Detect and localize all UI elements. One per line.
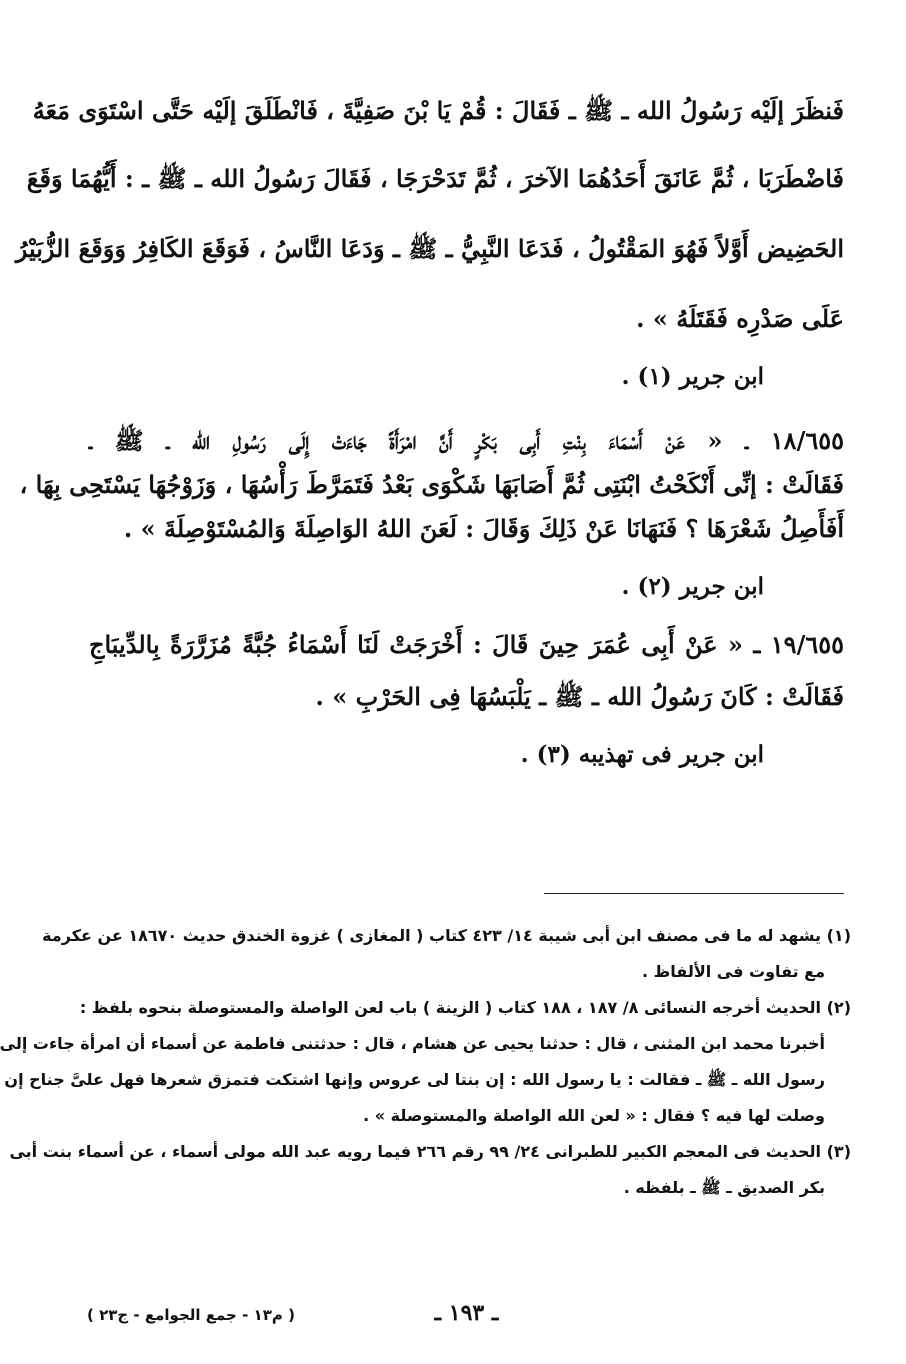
footnote-line: (٣) الحديث فى المعجم الكبير للطبرانى ٢٤/ ٩٩ رقم ٢٦٦ فيما رويه عبد الله مولى أسماء ، عن أسماء بنت أبى	[9, 1142, 851, 1161]
hadith-655-18-line: ١٨/٦٥٥ ـ « عَنْ أَسْمَاءَ بِنْتِ أَبِى بَكْرٍ أَنَّ امْرَأَةً جَاءَتْ إِلَى رَسُولِ الله ـ ﷺ ـ	[89, 426, 844, 455]
footnote-line: (٢) الحديث أخرجه النسائى ٨/ ١٨٧ ، ١٨٨ كتاب ( الزينة ) باب لعن الواصلة والمستوصلة بنحوه بلفظ :	[79, 998, 851, 1017]
text-line: الحَضِيض أَوَّلاً فَهُوَ المَقْتُولُ ، فَدَعَا النَّبِيُّ ـ ﷺ ـ وَدَعَا النَّاسُ ، فَوَقَعَ الكَافِرُ وَوَقَعَ الزُّبَيْرُ	[15, 234, 844, 263]
footnote-line: رسول الله ـ ﷺ ـ فقالت : يا رسول الله : إن بنتا لى عروس وإنها اشتكت فتمزق شعرها فهل علىَّ جناح إن	[4, 1070, 825, 1089]
source-citation-1: ابن جرير (١) .	[621, 363, 764, 390]
hadith-655-19-line: فَقَالَتْ : كَانَ رَسُولُ الله ـ ﷺ ـ يَلْبَسُهَا فِى الحَرْبِ » .	[315, 682, 844, 711]
text-line: عَلَى صَدْرِه فَقَتَلَهُ » .	[636, 304, 844, 333]
footnote-line: وصلت لها فيه ؟ فقال : « لعن الله الواصلة والمستوصلة » .	[363, 1106, 825, 1125]
footnote-line: مع تفاوت فى الألفاظ .	[642, 962, 825, 981]
footnote-line: بكر الصديق ـ ﷺ ـ بلفظه .	[623, 1178, 825, 1197]
hadith-655-19-line: ١٩/٦٥٥ ـ « عَنْ أَبِى عُمَرَ حِينَ قَالَ : أَخْرَجَتْ لَنَا أَسْمَاءُ جُبَّةً مُزَرَّرَةً بِالدِّيبَاجِ	[89, 630, 844, 659]
source-citation-3: ابن جرير فى تهذيبه (٣) .	[520, 741, 764, 768]
main-text	[15, 96, 844, 770]
footnote-line: (١) يشهد له ما فى مصنف ابن أبى شيبة ١٤/ ٤٢٣ كتاب ( المغازى ) غزوة الخندق حديث ١٨٦٧٠ عن عكرمة	[42, 926, 851, 945]
source-citation-2: ابن جرير (٢) .	[621, 573, 764, 600]
text-line: فَاضْطَرَبَا ، ثُمَّ عَانَقَ أَحَدُهُمَا الآخرَ ، ثُمَّ تَدَحْرَجَا ، فَقَالَ رَسُولُ الله ـ ﷺ ـ : أَيُّهُمَا وَقَعَ	[26, 164, 844, 193]
hadith-655-18-line: فَقَالَتْ : إنِّى أَنْكَحْتُ ابْنَتِى ثُمَّ أَصَابَهَا شَكْوَى بَعْدُ فَتَمَرَّطَ رَأْسُهَا ، وَزَوْجُهَا يَسْتَحِى بِهَا ،	[19, 470, 844, 499]
footnotes	[0, 918, 851, 1206]
printer-signature: ( م١٣ - جمع الجوامع - ج٢٣ )	[87, 1306, 295, 1324]
footnote-line: أخبرنا محمد ابن المثنى ، قال : حدثنا يحيى عن هشام ، قال : حدثتنى فاطمة عن أسماء أن امرأة جاءت إلى	[0, 1034, 825, 1053]
page-number: ـ ١٩٣ ـ	[434, 1300, 499, 1326]
hadith-655-18-line: أَفَأَصِلُ شَعْرَهَا ؟ فَنَهَانَا عَنْ ذَلِكَ وَقَالَ : لَعَنَ اللهُ الوَاصِلَةَ وَالمُسْتَوْصِلَةَ » .	[123, 514, 844, 543]
footnote-divider	[544, 893, 844, 894]
text-line: فَنظَرَ إلَيْه رَسُولُ الله ـ ﷺ ـ فَقَالَ : قُمْ يَا بْنَ صَفِيَّةَ ، فَانْطَلَقَ إلَيْه حَتَّى اسْتَوَى مَعَهُ	[32, 96, 844, 125]
